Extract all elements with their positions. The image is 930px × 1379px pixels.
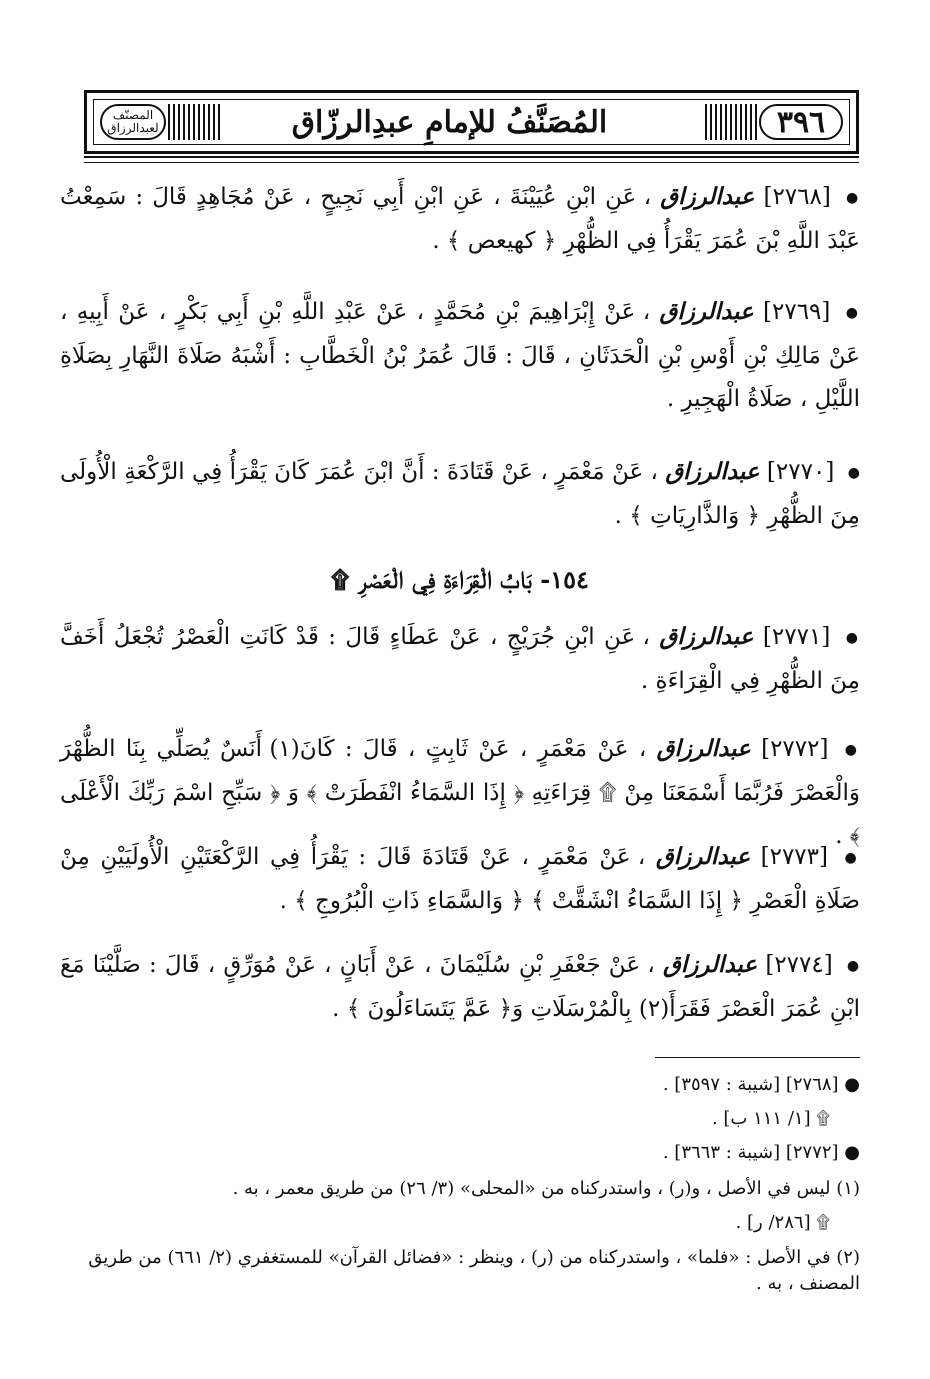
header-rule xyxy=(84,156,859,163)
hadith-id: [٢٧٧١] xyxy=(762,624,831,650)
hadith-id: [٢٧٦٨] xyxy=(763,184,831,210)
hadith-text: ، عَنْ مَعْمَرٍ ، عَنْ ثَابِتٍ ، قَالَ : كَانَ(١) أَنَسٌ يُصَلِّي بِنَا الظُّهْرَ وَالْعَصْرَ فَرُبَّمَا أَسْمَعَنَا مِنْ ۩ قِرَاءَتِهِ ﴿ إِذَا السَّمَاءُ انْفَطَرَتْ ﴾ وَ ﴿ سَبِّحِ اسْمَ رَبِّكَ الْأَعْلَى ﴾ . xyxy=(60,736,860,849)
hadith-id: [٢٧٧٣] xyxy=(760,844,828,870)
footnote: (١) ليس في الأصل ، و(ر) ، واستدركناه من «المحلى» (٣/ ٢٦) من طريق معمر ، به . xyxy=(232,1178,860,1199)
hadith-id: [٢٧٦٩] xyxy=(763,299,831,325)
chapter-heading: ١٥٤- بَابُ الْقِرَاءَةِ فِي الْعَصْرِ ۩ xyxy=(331,565,589,594)
narrator-name: عبدالرزاق xyxy=(660,183,755,210)
narrator-name: عبدالرزاق xyxy=(662,951,758,978)
hadith-text: ، عَنْ مَعْمَرٍ ، عَنْ قَتَادَةَ : أَنَّ ابْنَ عُمَرَ كَانَ يَقْرَأُ فِي الرَّكْعَةِ الْأُولَى مِنَ الظُّهْرِ ﴿ وَالذَّارِيَاتِ ﴾ . xyxy=(60,459,860,529)
hadith-entry xyxy=(60,615,860,703)
hadith-text: ، عَنْ إِبْرَاهِيمَ بْنِ مُحَمَّدٍ ، عَنْ عَبْدِ اللَّهِ بْنِ أَبِي بَكْرٍ ، عَنْ أَبِيهِ ، عَنْ مَالِكِ بْنِ أَوْسِ بْنِ الْحَدَثَانِ ، قَالَ : قَالَ عُمَرُ بْنُ الْخَطَّابِ : أَشْبَهُ صَلَاةَ النَّهَارِ بِصَلَاةِ اللَّيْلِ ، صَلَاةُ الْهَجِيرِ . xyxy=(60,299,860,412)
footnote: (٢) في الأصل : «فلما» ، واستدركناه من (ر) ، وينظر : «فضائل القرآن» للمستغفري (٢/ ٦٦١) من طريق المصنف ، به . xyxy=(88,1247,860,1294)
bullet-icon: ● xyxy=(845,629,860,646)
bullet-icon: ● xyxy=(847,464,861,481)
bullet-icon: ● xyxy=(846,189,861,206)
hadith-id: [٢٧٧٠] xyxy=(766,459,835,485)
hadith-text: ، عَنِ ابْنِ جُرَيْجٍ ، عَنْ عَطَاءٍ قَالَ : قَدْ كَانَتِ الْعَصْرُ تُجْعَلُ أَخَفَّ مِنَ الظُّهْرِ فِي الْقِرَاءَةِ . xyxy=(60,624,860,694)
header-emblem: المصنّف لعبدالرزاق xyxy=(100,104,166,140)
running-title: المُصَنَّفُ للإمامِ عبدِالرزّاق xyxy=(291,104,608,140)
hadith-entry xyxy=(60,943,860,1031)
footnote: ● [٢٧٦٨] [شيبة : ٣٥٩٧] . xyxy=(662,1074,860,1095)
footnote: ۩ [٢٨٦/ ر] . xyxy=(735,1212,830,1233)
header-ornament-right xyxy=(705,104,757,140)
footnote: ● [٢٧٧٢] [شيبة : ٣٦٦٣] . xyxy=(662,1142,860,1163)
bullet-icon: ● xyxy=(845,304,861,321)
header-ornament-left xyxy=(168,104,220,140)
hadith-text: ، عَنْ جَعْفَرِ بْنِ سُلَيْمَانَ ، عَنْ أَبَانٍ ، عَنْ مُوَرِّقٍ ، قَالَ : صَلَّيْنَا مَعَ ابْنِ عُمَرَ الْعَصْرَ فَقَرَأَ(٢) بِالْمُرْسَلَاتِ وَ﴿ عَمَّ يَتَسَاءَلُونَ ﴾ . xyxy=(60,952,860,1022)
hadith-entry xyxy=(60,290,860,421)
hadith-id: [٢٧٧٤] xyxy=(765,952,833,978)
hadith-text: ، عَنْ مَعْمَرٍ ، عَنْ قَتَادَةَ قَالَ : يَقْرَأُ فِي الرَّكْعَتَيْنِ الْأُولَيَيْنِ مِنْ صَلَاةِ الْعَصْرِ ﴿ إِذَا السَّمَاءُ انْشَقَّتْ ﴾ ﴿ وَالسَّمَاءِ ذَاتِ الْبُرُوجِ ﴾ . xyxy=(60,844,860,914)
footnote: ۩ [١/ ١١١ ب] . xyxy=(711,1108,830,1129)
bullet-icon: ● xyxy=(844,741,861,758)
narrator-name: عبدالرزاق xyxy=(665,458,760,485)
footnote-separator xyxy=(655,1057,860,1058)
hadith-text: ، عَنِ ابْنِ عُيَيْنَةَ ، عَنِ ابْنِ أَبِي نَجِيحٍ ، عَنْ مُجَاهِدٍ قَالَ : سَمِعْتُ عَبْدَ اللَّهِ بْنَ عُمَرَ يَقْرَأُ فِي الظُّهْرِ ﴿ كهيعص ﴾ . xyxy=(60,184,860,254)
hadith-entry xyxy=(60,175,860,263)
page-number: ٣٩٦ xyxy=(759,104,843,140)
narrator-name: عبدالرزاق xyxy=(659,623,754,650)
hadith-entry xyxy=(60,835,860,923)
bullet-icon: ● xyxy=(844,849,860,866)
hadith-entry xyxy=(60,450,860,538)
narrator-name: عبدالرزاق xyxy=(659,298,754,325)
narrator-name: عبدالرزاق xyxy=(655,843,751,870)
narrator-name: عبدالرزاق xyxy=(656,735,751,762)
page-header xyxy=(84,90,859,154)
bullet-icon: ● xyxy=(846,957,860,974)
hadith-id: [٢٧٧٢] xyxy=(761,736,829,762)
